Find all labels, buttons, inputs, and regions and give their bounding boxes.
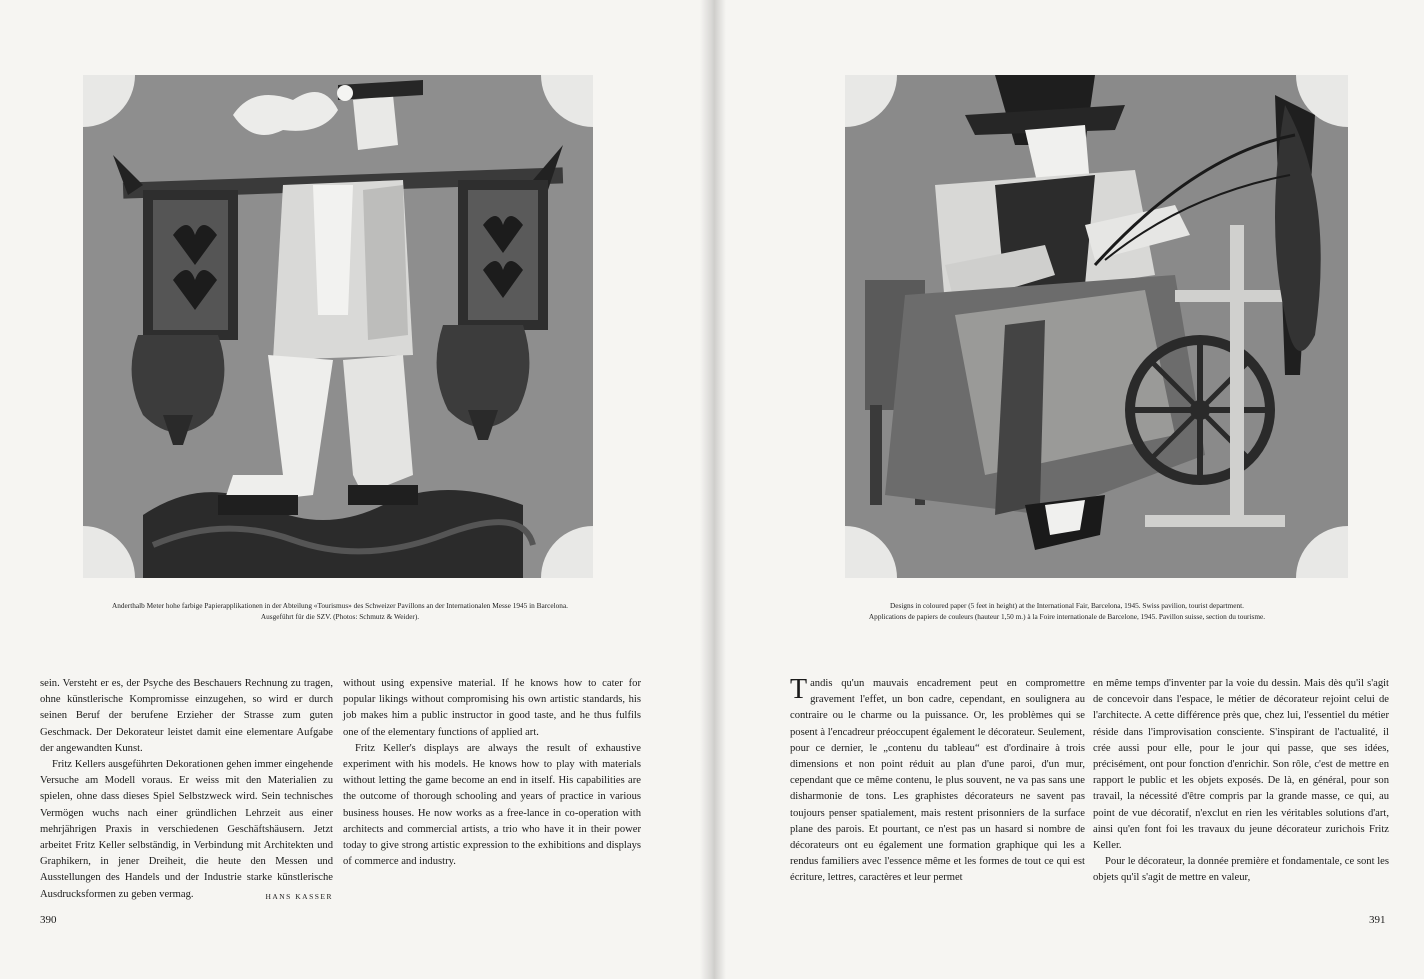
paper-collage-spinner-plate bbox=[845, 75, 1348, 578]
french-text-column-1 bbox=[790, 676, 1085, 887]
french-paragraph-1 bbox=[790, 676, 1085, 887]
german-text-column bbox=[40, 676, 333, 905]
left-plate-caption bbox=[40, 600, 640, 622]
german-paragraph-1: sein. Versteht er es, der Psyche des Beschauers Rechnung zu tragen, ohne künstlerische Kompromisse einzugehen, so wird er durch seinen Beruf der berufene Erzieher der Strasse zum guten Geschmack. Der Dekorateur leistet damit eine elementare Aufgabe der angewandten Kunst. bbox=[40, 678, 333, 754]
right-page bbox=[712, 0, 1424, 979]
left-caption-line-1: Anderthalb Meter hohe farbige Papierapplikationen in der Abteilung «Tourismus» des Schweizer Pavillons an der Internationalen Messe 1945 in Barcelona. bbox=[111, 601, 569, 610]
english-text-column bbox=[343, 676, 641, 870]
french-text-column-2 bbox=[1093, 676, 1389, 887]
dropcap-letter: T bbox=[790, 674, 808, 705]
english-paragraph-2: Fritz Keller's displays are always the result of exhaustive experiment with his models. He knows how to play with materials without letting the game become an end in itself. His capabilities are the outcome of thorough schooling and years of practice in various business houses. He now works as a free-lance in co-operation with architects and commercial artists, a trio who have it in their power today to give strong artistic expression to the exhibitions and displays of commerce and industry. bbox=[343, 742, 641, 868]
french-paragraph-3: Pour le décorateur, la donnée première et fondamentale, ce sont les objets qu'il s'agit de mettre en valeur, bbox=[1093, 856, 1389, 884]
right-plate-caption bbox=[752, 600, 1382, 622]
left-caption-line-2: Ausgeführt für die SZV. (Photos: Schmutz & Weider). bbox=[260, 612, 420, 621]
page-number-left: 390 bbox=[40, 914, 57, 926]
book-gutter-shadow bbox=[700, 0, 726, 979]
page-number-right: 391 bbox=[1369, 914, 1386, 926]
right-caption-line-2: Applications de papiers de couleurs (hauteur 1,50 m.) à la Foire internationale de Barcelone, 1945. Pavillon suisse, section du tourisme. bbox=[868, 612, 1266, 621]
german-paragraph-2 bbox=[40, 757, 333, 903]
german-paragraph-2-text: Fritz Kellers ausgeführten Dekorationen gehen immer eingehende Versuche am Modell voraus. Er weiss mit den Materialien zu spielen, ohne dass dieses Spiel Selbstzweck wird. Sein technisches Vermögen wuchs nach einer gründlichen Lehrzeit aus einer mehrjährigen Praxis in verschiedenen Geschäftshäusern. Jetzt arbeitet Fritz Keller selbständig, in Verbindung mit Architekten und Graphikern, in jener Dreiheit, die heute den Messen und Ausstellungen des Handels und der Industrie starke künstlerische Ausdrucksformen zu geben vermag. bbox=[40, 759, 333, 900]
right-caption-line-1: Designs in coloured paper (5 feet in height) at the International Fair, Barcelona, 1945. Swiss pavilion, tourist department. bbox=[890, 601, 1244, 610]
french-paragraph-2: en même temps d'inventer par la voie du dessin. Mais dès qu'il s'agit de concevoir dans l'espace, le métier de décorateur rejoint celui de l'architecte. A cette différence près que, chez lui, l'essentiel du métier réside dans l'improvisation consciente. S'inspirant de l'actualité, il crée aussi pour elle, pour le jour qui passe, que ses idées, précisément, ont pour fonction d'enrichir. Son rôle, c'est de mettre en rapport le public et les objets exposés. De là, en général, pour son travail, la nécessité d'être compris par la grande masse, ce qui, au point de vue décoratif, n'exclut en rien les véritables solutions d'art, ainsi qu'en font foi les travaux du jeune décorateur zurichois Fritz Keller. bbox=[1093, 678, 1389, 852]
french-paragraph-1-text: andis qu'un mauvais encadrement peut en compromettre gravement l'effet, un bon cadre, cependant, en soulignera au contraire ou le charme ou la puissance. Or, les problèmes qui se posent à l'encadreur préoccupent également le décorateur. Seulement, pour ce dernier, le „contenu du tableau“ est d'ordinaire à trois dimensions et non point réduit au plan d'une paroi, d'un mur, cependant que ce même contenu, le plus souvent, ne va pas sans une disharmonie de tons. Les graphistes décorateurs ne savent pas toujours penser spatialement, mais restent prisonniers de la surface plane des parois. Et pourtant, ce n'est pas un hasard si nombre de décorateurs ont eu également une formation graphique qui les a rendus familiers avec l'essence même et les formes de tout ce qui est écriture, lettres, caractères et leur permet bbox=[790, 678, 1085, 884]
author-signature: HANS KASSER bbox=[265, 891, 333, 901]
english-paragraph-1: without using expensive material. If he knows how to cater for popular likings without compromising his own artistic standards, his job makes him a public instructor in good taste, and he thus fulfils one of the elementary functions of applied art. bbox=[343, 678, 641, 738]
paper-collage-tourism-plate bbox=[83, 75, 593, 578]
